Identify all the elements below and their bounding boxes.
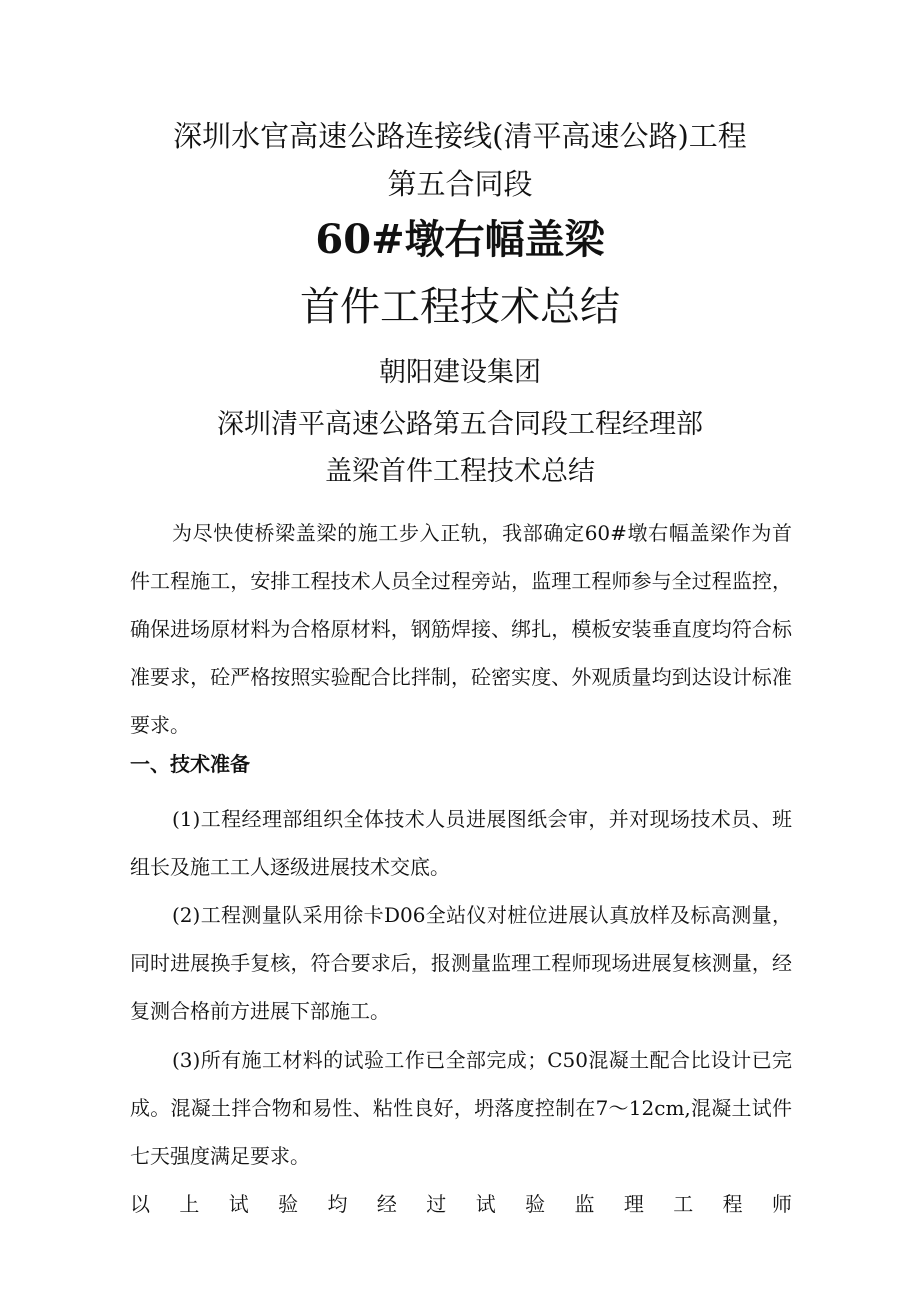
document-title: 盖梁首件工程技术总结	[325, 456, 595, 487]
item-3-paragraph	[130, 1036, 792, 1228]
item-2-paragraph: (2)工程测量队采用徐卡D06全站仪对桩位进展认真放样及标高测量，同时进展换手复核，符合要求后，报测量监理工程师现场进展复核测量，经复测合格前方进展下部施工。	[130, 903, 792, 1023]
item-3-block	[130, 1036, 792, 1228]
project-title: 深圳水官高速公路连接线(清平高速公路)工程	[173, 119, 747, 153]
item-1-block	[130, 795, 792, 891]
company-name: 朝阳建设集团	[379, 357, 541, 388]
contract-section: 第五合同段	[387, 167, 533, 201]
item-3-text: (3)所有施工材料的试验工作已全部完成；C50混凝土配合比设计已完成。混凝土拌合物和易性、粘性良好，坍落度控制在7～12cm,混凝土试件七天强度满足要求。	[130, 1048, 792, 1168]
item-1-paragraph: (1)工程经理部组织全体技术人员进展图纸会审，并对现场技术员、班组长及施工工人逐级进展技术交底。	[130, 807, 792, 879]
item-2-block	[130, 891, 792, 1035]
intro-paragraph-block	[130, 509, 792, 749]
summary-title: 首件工程技术总结	[300, 284, 620, 330]
intro-paragraph: 为尽快使桥梁盖梁的施工步入正轨，我部确定60#墩右幅盖梁作为首件工程施工，安排工程技术人员全过程旁站，监理工程师参与全过程监控，确保进场原材料为合格原材料，钢筋焊接、绑扎，模板安装垂直度均符合标准要求，砼严格按照实验配合比拌制，砼密实度、外观质量均到达设计标准要求。	[130, 521, 792, 737]
department-name: 深圳清平高速公路第五合同段工程经理部	[217, 409, 703, 440]
section-heading-technical-preparation: 一、技术准备	[130, 752, 250, 776]
pier-title: 60#墩右幅盖梁	[315, 216, 605, 263]
item-3-continuation: 以上试验均经过试验监理工程师	[130, 1192, 792, 1216]
